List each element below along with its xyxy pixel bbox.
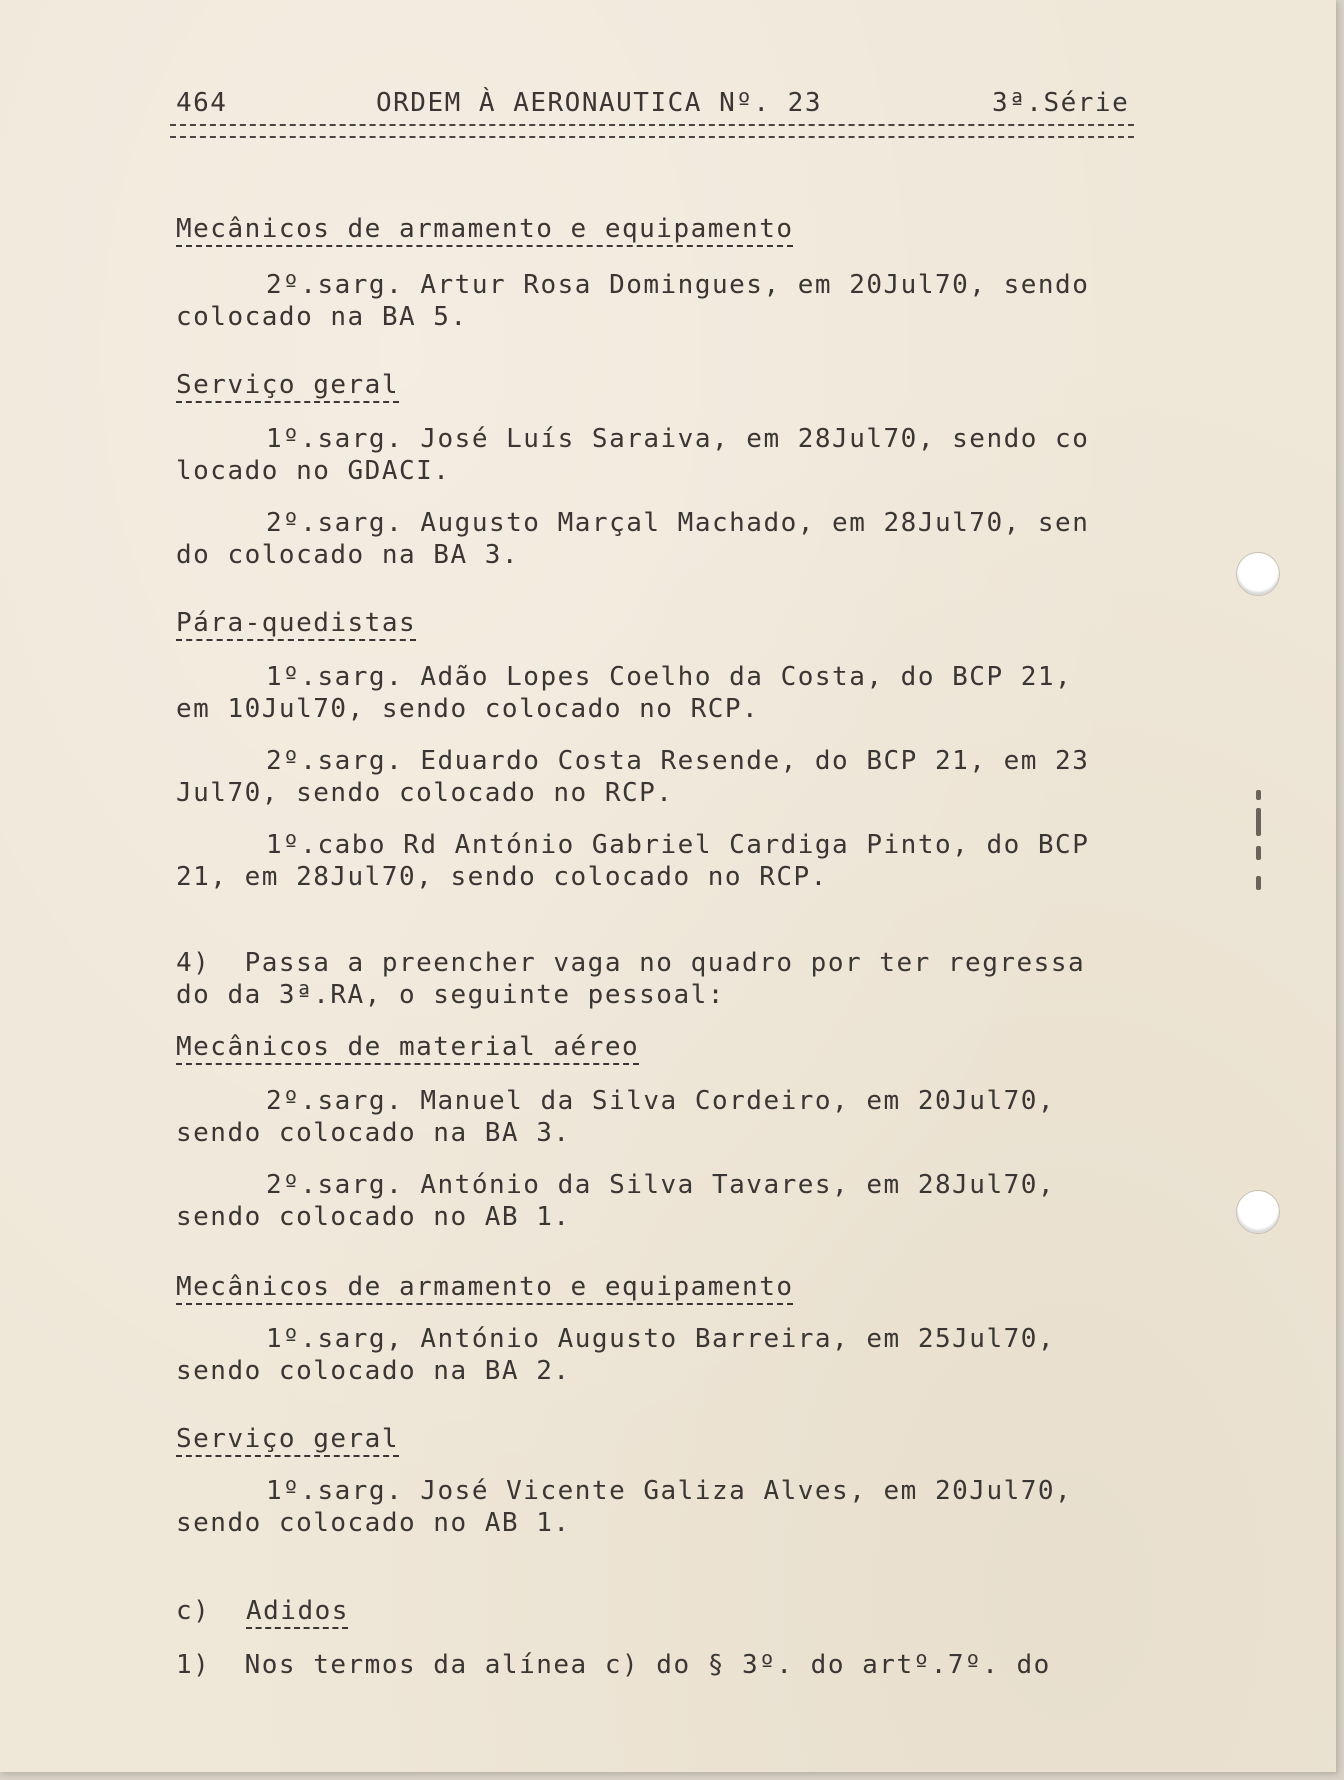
paragraph-line: 1º.cabo Rd António Gabriel Cardiga Pinto, do BCP: [266, 830, 1090, 860]
paragraph-line: 1º.sarg. Adão Lopes Coelho da Costa, do BCP 21,: [266, 662, 1073, 692]
paragraph-line: 2º.sarg. Augusto Marçal Machado, em 28Jul70, sen: [266, 508, 1090, 538]
paragraph-line: locado no GDACI.: [176, 456, 451, 486]
section-heading: Mecânicos de armamento e equipamento: [176, 214, 794, 244]
paragraph-line: sendo colocado na BA 2.: [176, 1356, 571, 1386]
section-heading: Mecânicos de material aéreo: [176, 1032, 640, 1062]
document-title: ORDEM À AERONAUTICA Nº. 23: [376, 88, 822, 118]
subsection-heading: Adidos: [246, 1596, 349, 1626]
paragraph-line: 2º.sarg. Artur Rosa Domingues, em 20Jul70, sendo: [266, 270, 1090, 300]
numbered-item-line: 4) Passa a preencher vaga no quadro por ter regressa: [176, 948, 1086, 978]
series-label: 3ª.Série: [992, 88, 1130, 118]
section-heading: Pára-quedistas: [176, 608, 417, 638]
paragraph-line: 2º.sarg. António da Silva Tavares, em 28Jul70,: [266, 1170, 1056, 1200]
numbered-item-line: 1) Nos termos da alínea c) do § 3º. do artº.7º. do: [176, 1650, 1051, 1680]
paragraph-line: 21, em 28Jul70, sendo colocado no RCP.: [176, 862, 828, 892]
paragraph-line: 2º.sarg. Manuel da Silva Cordeiro, em 20Jul70,: [266, 1086, 1056, 1116]
paragraph-line: 1º.sarg. José Vicente Galiza Alves, em 20Jul70,: [266, 1476, 1073, 1506]
numbered-item-line: do da 3ª.RA, o seguinte pessoal:: [176, 980, 725, 1010]
subsection-label: c): [176, 1596, 211, 1626]
paragraph-line: 2º.sarg. Eduardo Costa Resende, do BCP 21, em 23: [266, 746, 1090, 776]
section-heading: Serviço geral: [176, 1424, 399, 1454]
page-number: 464: [176, 88, 228, 118]
header-double-rule: [170, 124, 1134, 138]
paragraph-line: 1º.sarg, António Augusto Barreira, em 25Jul70,: [266, 1324, 1056, 1354]
paragraph-line: sendo colocado no AB 1.: [176, 1508, 571, 1538]
paragraph-line: do colocado na BA 3.: [176, 540, 520, 570]
paragraph-line: sendo colocado na BA 3.: [176, 1118, 571, 1148]
paragraph-line: colocado na BA 5.: [176, 302, 468, 332]
paragraph-line: 1º.sarg. José Luís Saraiva, em 28Jul70, sendo co: [266, 424, 1090, 454]
paragraph-line: Jul70, sendo colocado no RCP.: [176, 778, 674, 808]
paragraph-line: em 10Jul70, sendo colocado no RCP.: [176, 694, 760, 724]
paragraph-line: sendo colocado no AB 1.: [176, 1202, 571, 1232]
section-heading: Mecânicos de armamento e equipamento: [176, 1272, 794, 1302]
section-heading: Serviço geral: [176, 370, 399, 400]
